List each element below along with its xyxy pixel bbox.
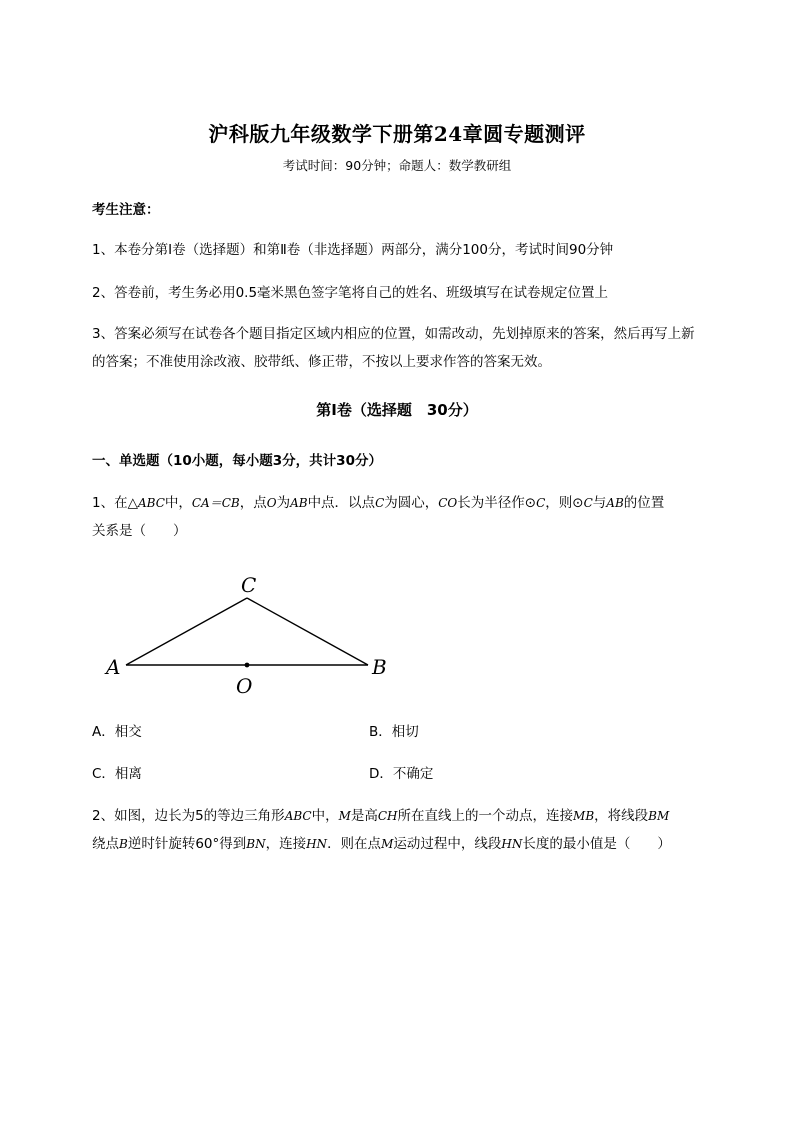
option-b: B．相切 — [369, 724, 419, 740]
label-c: C — [241, 573, 257, 597]
question-1-line-2: 关系是（ ） — [92, 523, 187, 539]
section-title: 第I卷（选择题 30分） — [316, 401, 478, 419]
segment-ac — [126, 598, 247, 665]
question-1-line-1: 1、在△ABC中，CA＝CB，点O为AB中点．以点C为圆心，CO长为半径作⊙C，则⊙C与AB的位置 — [92, 495, 665, 511]
page-title: 沪科版九年级数学下册第24章圆专题测评 — [208, 122, 586, 146]
point-o — [245, 663, 250, 668]
notice-heading: 考生注意： — [92, 202, 160, 218]
triangle-diagram — [100, 568, 400, 698]
triangle-figure — [100, 568, 400, 702]
option-c: C．相离 — [92, 766, 142, 782]
notice-item-3: 3、答案必须写在试卷各个题目指定区域内相应的位置，如需改动，先划掉原来的答案，然后再写上新 — [92, 326, 695, 342]
question-2 — [92, 802, 752, 858]
question-2-line-1: 2、如图，边长为5的等边三角形ABC中，M是高CH所在直线上的一个动点，连接MB，将线段BM — [92, 808, 670, 824]
label-o: O — [236, 674, 253, 698]
question-1 — [92, 489, 752, 545]
question-2-line-2: 绕点B逆时针旋转60°得到BN，连接HN．则在点M运动过程中，线段HN长度的最小值是（ ） — [92, 836, 671, 852]
label-a: A — [106, 655, 121, 679]
notice-item-1: 1、本卷分第I卷（选择题）和第Ⅱ卷（非选择题）两部分，满分100分，考试时间90分钟 — [92, 242, 614, 258]
part-title: 一、单选题（10小题，每小题3分，共计30分） — [92, 453, 382, 469]
option-d: D．不确定 — [369, 766, 434, 782]
label-b: B — [372, 655, 387, 679]
exam-info: 考试时间：90分钟；命题人：数学教研组 — [282, 158, 512, 173]
notice-item-2: 2、答卷前，考生务必用0.5毫米黑色签字笔将自己的姓名、班级填写在试卷规定位置上 — [92, 285, 609, 301]
notice-item-3-continued: 的答案；不准使用涂改液、胶带纸、修正带，不按以上要求作答的答案无效。 — [92, 354, 551, 370]
segment-cb — [247, 598, 368, 665]
option-a: A．相交 — [92, 724, 142, 740]
